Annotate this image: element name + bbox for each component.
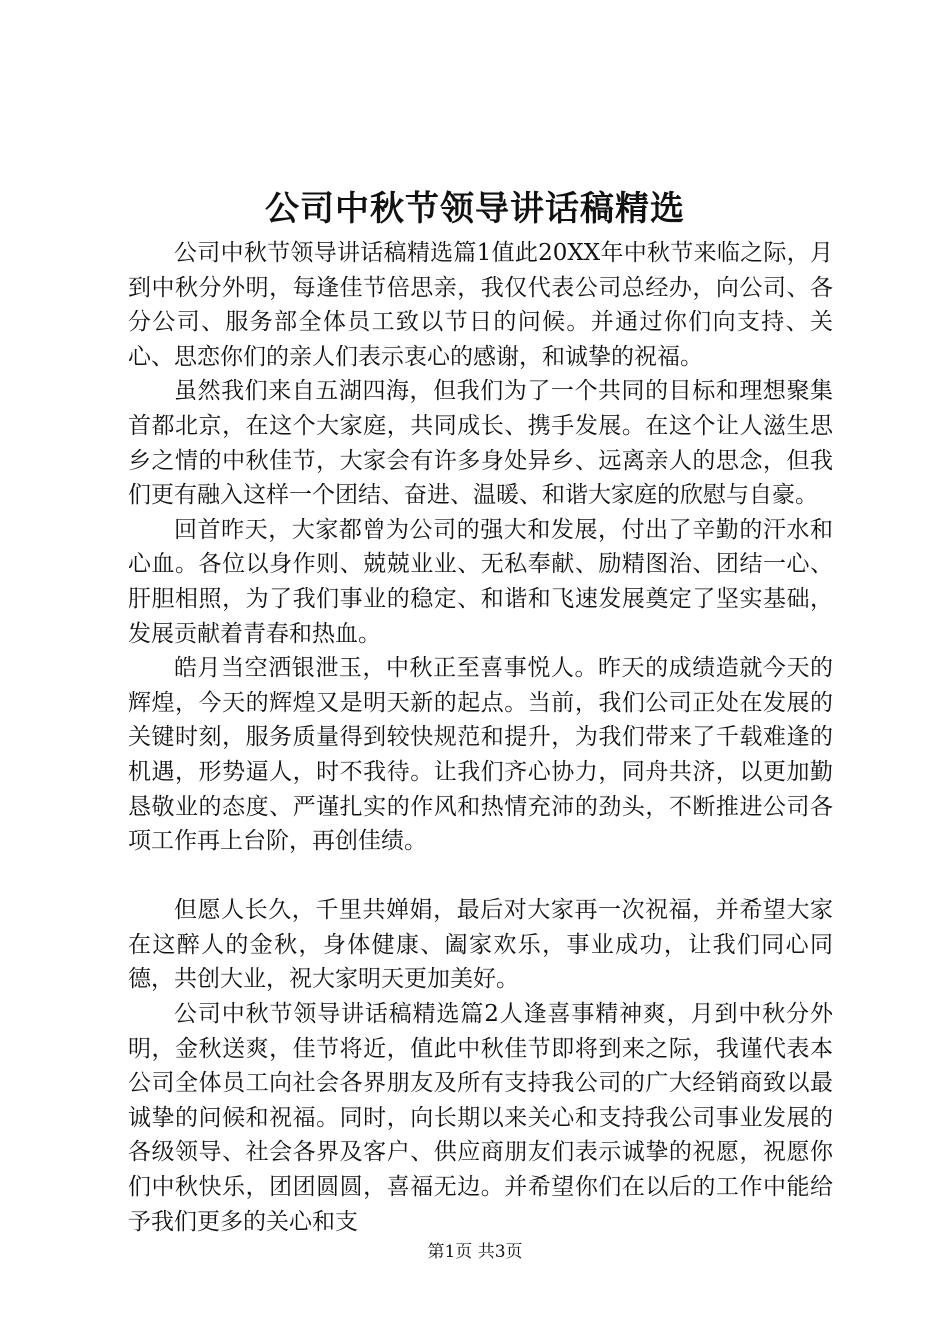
paragraph: 回首昨天，大家都曾为公司的强大和发展，付出了辛勤的汗水和心血。各位以身作则、兢兢业业、无私奉献、励精图治、团结一心、肝胆相照，为了我们事业的稳定、和谐和飞速发展奠定了坚实基础，发展贡献着青春和热血。: [128, 516, 833, 647]
page-footer: 第1页 共3页: [427, 1242, 523, 1262]
document-title: 公司中秋节领导讲话稿精选: [265, 189, 685, 229]
paragraph: 公司中秋节领导讲话稿精选篇1值此20XX年中秋节来临之际，月到中秋分外明，每逢佳节倍思亲，我仅代表公司总经办，向公司、各分公司、服务部全体员工致以节日的问候。并通过你们向支持、关心、思恋你们的亲人们表示衷心的感谢，和诚挚的祝福。: [128, 240, 833, 370]
paragraph: 皓月当空洒银泄玉，中秋正至喜事悦人。昨天的成绩造就今天的辉煌，今天的辉煌又是明天新的起点。当前，我们公司正处在发展的关键时刻，服务质量得到较快规范和提升，为我们带来了千载难逢的机遇，形势逼人，时不我待。让我们齐心协力，同舟共济，以更加勤恳敬业的态度、严谨扎实的作风和热情充沛的劲头，不断推进公司各项工作再上台阶，再创佳绩。: [128, 655, 833, 855]
paragraph: 公司中秋节领导讲话稿精选篇2人逢喜事精神爽，月到中秋分外明，金秋送爽，佳节将近，值此中秋佳节即将到来之际，我谨代表本公司全体员工向社会各界朋友及所有支持我公司的广大经销商致以最诚挚的问候和祝福。同时，向长期以来关心和支持我公司事业发展的各级领导、社会各界及客户、供应商朋友们表示诚挚的祝愿，祝愿你们中秋快乐，团团圆圆，喜福无边。并希望你们在以后的工作中能给予我们更多的关心和支: [128, 1001, 833, 1235]
paragraph: 虽然我们来自五湖四海，但我们为了一个共同的目标和理想聚集首都北京，在这个大家庭，共同成长、携手发展。在这个让人滋生思乡之情的中秋佳节，大家会有许多身处异乡、远离亲人的思念，但我们更有融入这样一个团结、奋进、温暖、和谐大家庭的欣慰与自豪。: [128, 378, 833, 509]
paragraph: 但愿人长久，千里共婵娟，最后对大家再一次祝福，并希望大家在这醉人的金秋，身体健康、阖家欢乐，事业成功，让我们同心同德，共创大业，祝大家明天更加美好。: [128, 897, 833, 993]
document-body: [128, 236, 833, 1239]
